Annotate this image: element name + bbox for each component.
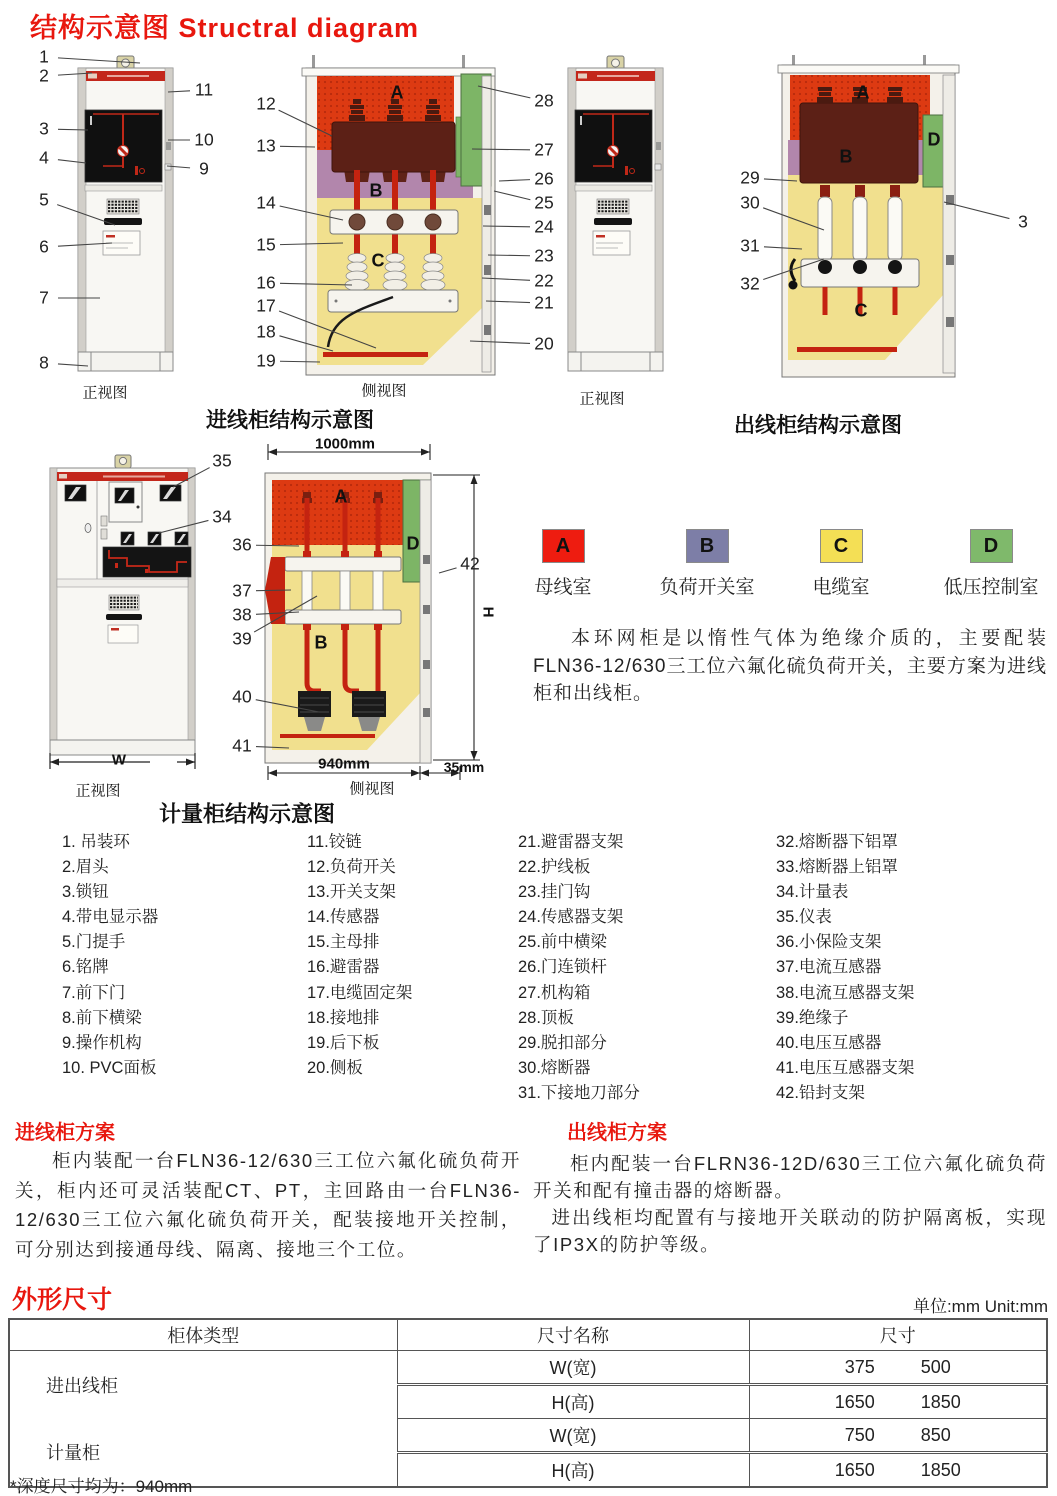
parts-list-item: 30.熔断器	[518, 1058, 591, 1077]
cabinet-type-cell: 进出线柜	[46, 1375, 118, 1396]
parts-list-item: 13.开关支架	[307, 883, 396, 902]
legend-swatch-b: B	[686, 529, 729, 563]
dimension-name-cell: W(宽)	[397, 1419, 749, 1453]
callout-42: 42	[460, 553, 480, 574]
diagram-label: W	[111, 751, 127, 769]
parts-list-column-3	[518, 830, 640, 1106]
parts-list-item: 38.电流互感器支架	[776, 983, 915, 1002]
callout-30: 30	[740, 192, 760, 213]
callout-27: 27	[534, 139, 554, 160]
callout-5: 5	[39, 189, 49, 210]
legend-swatch-d: D	[970, 529, 1013, 563]
callout-36: 36	[232, 534, 252, 555]
callout-41: 41	[232, 735, 252, 756]
diagram-label: 侧视图	[349, 780, 395, 798]
dimension-name-cell: H(高)	[397, 1385, 749, 1419]
callout-12: 12	[256, 93, 276, 114]
callout-13: 13	[256, 135, 276, 156]
dimensions-heading: 外形尺寸	[12, 1286, 113, 1314]
callout-7: 7	[39, 287, 49, 308]
diagram-label: C	[854, 300, 868, 321]
incoming-side-view-figure	[298, 55, 503, 390]
legend-label-c: 电缆室	[812, 577, 870, 598]
table-header: 尺寸名称	[397, 1319, 749, 1351]
parts-list-item: 17.电缆固定架	[307, 983, 413, 1002]
parts-list-item: 15.主母排	[307, 933, 380, 952]
diagram-label: C	[371, 250, 385, 271]
metering-side-view-figure	[258, 440, 483, 790]
diagram-label: B	[369, 180, 383, 201]
parts-list-item: 2.眉头	[62, 858, 109, 877]
parts-list-item: 9.操作机构	[62, 1033, 142, 1052]
legend-label-a: 母线室	[534, 577, 592, 598]
diagram-label: 计量柜结构示意图	[158, 801, 336, 827]
diagram-label: A	[334, 486, 348, 507]
parts-list-item: 22.护线板	[518, 858, 591, 877]
callout-3: 3	[39, 118, 49, 139]
diagram-label: 35mm	[443, 759, 485, 775]
metering-front-view-figure	[45, 452, 205, 770]
parts-list-item: 35.仪表	[776, 908, 832, 927]
table-header: 尺寸	[749, 1319, 1047, 1351]
legend-label-b: 负荷开关室	[659, 577, 755, 598]
callout-40: 40	[232, 686, 252, 707]
callout-11: 11	[194, 79, 214, 100]
diagram-label: 940mm	[318, 755, 370, 773]
parts-list-item: 8.前下横梁	[62, 1008, 142, 1027]
parts-list-item: 25.前中横梁	[518, 933, 607, 952]
table-row	[9, 1419, 1047, 1453]
incoming-scheme-paragraph: 柜内装配一台FLN36-12/630三工位六氟化硫负荷开关，柜内还可灵活装配CT、PT，主回路由一台FLN36-12/630三工位六氟化硫负荷开关，配装接地开关控制，可分别达到接通母线、隔离、接地三个工位。	[15, 1150, 521, 1260]
diagram-label: D	[927, 129, 941, 150]
callout-29: 29	[740, 167, 760, 188]
table-row	[9, 1351, 1047, 1385]
callout-24: 24	[534, 216, 554, 237]
diagram-label: B	[839, 146, 853, 167]
diagram-label: 进线柜结构示意图	[206, 409, 374, 432]
callout-37: 37	[232, 580, 252, 601]
legend-swatch-c: C	[820, 529, 863, 563]
parts-list-item: 33.熔断器上铝罩	[776, 858, 898, 877]
callout-4: 4	[39, 147, 49, 168]
diagram-label: B	[314, 632, 328, 653]
incoming-scheme-body	[15, 1146, 521, 1264]
legend-swatch-a: A	[542, 529, 585, 563]
unit-note: 单位:mm Unit:mm	[912, 1297, 1048, 1316]
legend-item-cable	[766, 529, 916, 599]
callout-14: 14	[256, 192, 276, 213]
callout-35: 35	[212, 450, 232, 471]
callout-28: 28	[534, 90, 554, 111]
legend-label-d: 低压控制室	[943, 577, 1039, 598]
diagram-label: H	[479, 606, 497, 618]
parts-list-item: 26.门连锁杆	[518, 958, 607, 977]
parts-list-item: 39.绝缘子	[776, 1008, 849, 1027]
callout-32: 32	[740, 273, 760, 294]
parts-list-item: 29.脱扣部分	[518, 1033, 607, 1052]
parts-list-item: 42.铅封支架	[776, 1083, 865, 1102]
callout-15: 15	[256, 234, 276, 255]
parts-list-item: 20.侧板	[307, 1058, 363, 1077]
dimension-value-cell: 750 850	[749, 1419, 1047, 1453]
diagram-label: A	[856, 82, 870, 103]
diagram-label: D	[406, 533, 420, 554]
diagram-label: A	[390, 82, 404, 103]
dimension-value-cell: 1650 1850	[749, 1385, 1047, 1419]
callout-3: 3	[1018, 211, 1028, 232]
depth-footnote: *深度尺寸均为：940mm	[10, 1477, 193, 1496]
diagram-label: 1000mm	[314, 435, 376, 453]
callout-38: 38	[232, 604, 252, 625]
parts-list-item: 23.挂门钩	[518, 883, 591, 902]
parts-list-item: 31.下接地刀部分	[518, 1083, 640, 1102]
callout-25: 25	[534, 192, 554, 213]
outgoing-scheme-heading: 出线柜方案	[567, 1122, 667, 1144]
parts-list-item: 37.电流互感器	[776, 958, 882, 977]
parts-list-item: 19.后下板	[307, 1033, 380, 1052]
parts-list-item: 18.接地排	[307, 1008, 380, 1027]
diagram-label: 正视图	[579, 390, 625, 408]
dimension-name-cell: W(宽)	[397, 1351, 749, 1385]
outgoing-scheme-paragraph-1: 柜内配装一台FLRN36-12D/630三工位六氟化硫负荷开关和配有撞击器的熔断器。	[533, 1153, 1047, 1201]
callout-39: 39	[232, 628, 252, 649]
page-title: 结构示意图 Structral diagram	[30, 13, 420, 43]
parts-list-item: 10. PVC面板	[62, 1058, 157, 1077]
parts-list-item: 41.电压互感器支架	[776, 1058, 915, 1077]
parts-list-item: 11.铰链	[307, 833, 362, 851]
parts-list-item: 1. 吊装环	[62, 833, 130, 851]
parts-list-item: 7.前下门	[62, 983, 126, 1002]
diagram-label: 正视图	[82, 384, 128, 402]
parts-list-item: 14.传感器	[307, 908, 380, 927]
diagram-label: 侧视图	[361, 382, 407, 400]
incoming-front-view-figure	[73, 54, 178, 379]
parts-list-item: 16.避雷器	[307, 958, 380, 977]
parts-list-item: 4.带电显示器	[62, 908, 159, 927]
callout-21: 21	[534, 292, 554, 313]
intro-paragraph: 本环网柜是以惰性气体为绝缘介质的，主要配装FLN36-12/630三工位六氟化硫负荷开关，主要方案为进线柜和出线柜。	[533, 628, 1047, 704]
cabinet-type-cell: 计量柜	[46, 1443, 100, 1464]
parts-list-item: 28.顶板	[518, 1008, 574, 1027]
parts-list-item: 21.避雷器支架	[518, 833, 624, 851]
callout-9: 9	[199, 158, 209, 179]
diagram-label: 出线柜结构示意图	[734, 414, 902, 437]
outgoing-front-view-figure	[563, 54, 668, 379]
callout-6: 6	[39, 236, 49, 257]
outgoing-side-view-figure	[773, 55, 988, 390]
callout-1: 1	[39, 46, 49, 67]
callout-8: 8	[39, 352, 49, 373]
callout-18: 18	[256, 321, 276, 342]
parts-list-item: 24.传感器支架	[518, 908, 624, 927]
legend-item-busbar	[488, 529, 638, 599]
dimensions-table-grid	[8, 1318, 1048, 1488]
parts-list-item: 27.机构箱	[518, 983, 591, 1002]
legend-item-lv-control	[916, 529, 1057, 599]
dimension-value-cell: 375 500	[749, 1351, 1047, 1385]
callout-31: 31	[740, 235, 760, 256]
parts-list-item: 12.负荷开关	[307, 858, 396, 877]
callout-23: 23	[534, 245, 554, 266]
callout-26: 26	[534, 168, 554, 189]
callout-20: 20	[534, 333, 554, 354]
parts-list-item: 40.电压互感器	[776, 1033, 882, 1052]
parts-list-item: 36.小保险支架	[776, 933, 882, 952]
outgoing-scheme-body	[533, 1150, 1047, 1258]
callout-19: 19	[256, 350, 276, 371]
table-header: 柜体类型	[9, 1319, 397, 1351]
incoming-scheme-heading: 进线柜方案	[15, 1122, 115, 1144]
parts-list-column-2	[307, 830, 412, 1081]
callout-10: 10	[194, 129, 214, 150]
callout-16: 16	[256, 272, 276, 293]
parts-list-item: 3.锁钮	[62, 883, 109, 902]
callout-17: 17	[256, 295, 276, 316]
parts-list-column-4	[776, 830, 914, 1106]
callout-34: 34	[212, 506, 232, 527]
outgoing-scheme-paragraph-2: 进出线柜均配置有与接地开关联动的防护隔离板，实现了IP3X的防护等级。	[533, 1207, 1047, 1255]
dimension-name-cell: H(高)	[397, 1453, 749, 1488]
callout-2: 2	[39, 65, 49, 86]
parts-list-item: 34.计量表	[776, 883, 849, 902]
dimensions-table	[8, 1318, 1048, 1488]
parts-list-item: 32.熔断器下铝罩	[776, 833, 898, 851]
callout-22: 22	[534, 270, 554, 291]
parts-list-item: 6.铭牌	[62, 958, 109, 977]
dimension-value-cell: 1650 1850	[749, 1453, 1047, 1488]
parts-list-column-1	[62, 830, 158, 1081]
diagram-label: 正视图	[75, 782, 121, 800]
parts-list-item: 5.门提手	[62, 933, 126, 952]
legend-item-switch	[632, 529, 782, 599]
